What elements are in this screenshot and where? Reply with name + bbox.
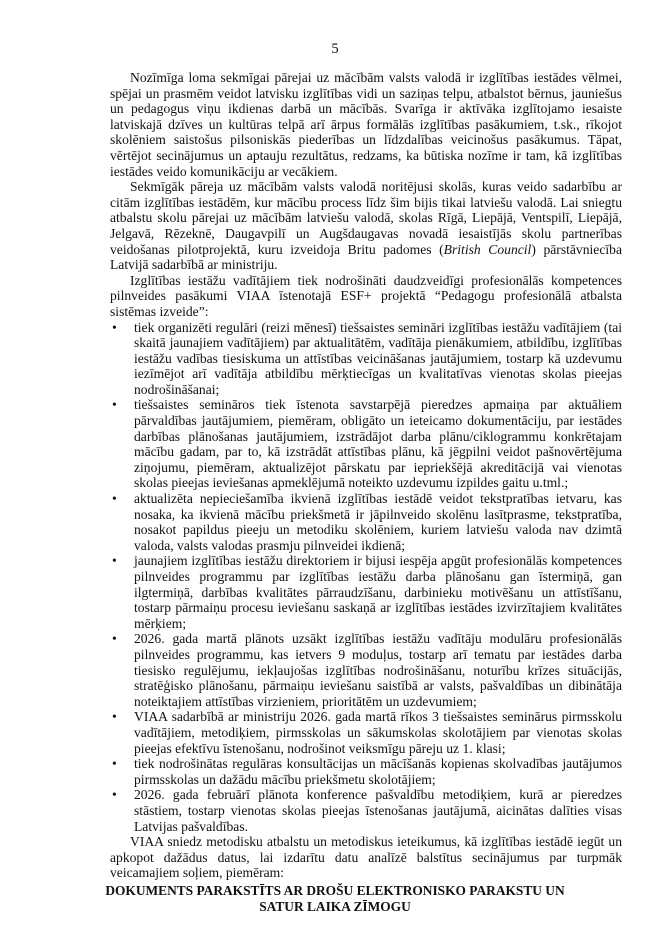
page-number: 5 bbox=[331, 41, 339, 57]
bullet-icon: • bbox=[112, 319, 117, 335]
british-council-italic: British Council bbox=[443, 241, 532, 257]
list-item-text: tiek organizēti regulāri (reizi mēnesī) tiešsaistes semināri izglītības iestāžu vadītājiem (tai skaitā jaunajiem vadītājiem) par aktualitātēm, vadītāja pienākumiem, atbildību, izglītības iestāžu vadības tiesiskuma un attīstības veicināšanas jautājumiem, tostarp kā uzdevumu iezīmējot arī vadītāja atbildību mērķtiecīgas un kvalitatīvas vienotas skolas pieejas nodrošināšanai; bbox=[134, 319, 622, 397]
bullet-icon: • bbox=[112, 756, 117, 772]
list-item-text: 2026. gada februārī plānota konference pašvaldību metodiķiem, kurā ar pieredzes stāstiem, tostarp vienotas skolas pieejas īstenošanas jautājumā, aicinātas dalīties visas Latvijas pašvaldības. bbox=[134, 787, 622, 834]
list-item bbox=[110, 709, 622, 756]
list-item-text: aktualizēta nepieciešamība ikvienā izglītības iestādē veidot tekstpratības ietvaru, kas nosaka, ka ikvienā mācību priekšmetā ir jāpilnveido skolēnu lasītprasme, tekstpratība, nosakot papildus pieeju un metodiku skolēniem, kuriem latviešu valoda nav dzimtā valoda, valsts valodas prasmju pilnveidei ikdienā; bbox=[134, 491, 622, 553]
bullet-icon: • bbox=[112, 631, 117, 647]
bullet-icon: • bbox=[112, 397, 117, 413]
list-item-text: 2026. gada martā plānots uzsākt izglītības iestāžu vadītāju modulāru profesionālās pilnveides programmu, kas ietvers 9 moduļus, tostarp arī tematu par iestādes darba tiesisko regulējumu, iekļaujošas izglītības nodrošināšanu, noturību krīzes situācijās, stratēģisko plānošanu, pārmaiņu ieviešanu saistībā ar valsts, pašvaldības un dibinātāja noteiktajiem attīstības virzieniem, prioritātēm un uzdevumiem; bbox=[134, 631, 622, 709]
paragraph-2 bbox=[110, 179, 622, 273]
signature-notice-line-1: DOKUMENTS PARAKSTĪTS AR DROŠU ELEKTRONISKO PARAKSTU UN bbox=[105, 883, 565, 898]
list-item bbox=[110, 553, 622, 631]
list-item bbox=[110, 756, 622, 787]
bullet-list bbox=[110, 320, 622, 835]
list-item-text: tiek nodrošinātas regulāras konsultācijas un mācīšanās kopienas skolvadības jautājumos pirmsskolas un dažādu mācību priekšmetu skolotājiem; bbox=[134, 756, 622, 787]
paragraph-2-part-a: Sekmīgāk pāreja uz mācībām valsts valodā noritējusi skolās, kuras veido sadarbību ar citām izglītības iestādēm, kur mācību process līdz šim bijis tikai latviešu valodā. Lai sniegtu atbalstu skolu pārejai uz mācībām latviešu valodā, skolas Rīgā, Liepājā, Ventspilī, Liepājā, Jelgavā, Rēzeknē, Daugavpilī un Augšdaugavas novadā iesaistījās skolu partnerības veidošanas pilotprojektā, kuru izveidoja Britu padomes ( bbox=[110, 179, 622, 257]
list-item bbox=[110, 491, 622, 553]
list-item bbox=[110, 631, 622, 709]
paragraph-4: VIAA sniedz metodisku atbalstu un metodiskus ieteikumus, kā izglītības iestādē iegūt un apkopot dažādus datus, lai izdarītu datu analīzē balstītus secinājumus par turpmāk veicamajiem soļiem, piemēram: bbox=[110, 834, 622, 881]
paragraph-1: Nozīmīga loma sekmīgai pārejai uz mācībām valsts valodā ir izglītības iestādes vēlmei, spējai un prasmēm veidot latvisku izglītības vidi un saziņas telpu, atbalstot bērnus, jauniešus un pedagogus viņu ikdienas darbā un mācībās. Svarīga ir aktīvāka izglītojamo iesaiste latviskajā dzīves un kultūras telpā arī ārpus formālās izglītības pasākumiem, t.sk., rīkojot skolēniem saistošus pilsoniskās piederības un līdzdalības veicinošus pasākumus. Tāpat, vērtējot secinājumus un aptauju rezultātus, redzams, ka būtiska nozīme ir tam, kā izglītības iestādes veido komunikāciju ar vecākiem. bbox=[110, 70, 622, 179]
list-item bbox=[110, 397, 622, 491]
list-item-text: jaunajiem izglītības iestāžu direktoriem ir bijusi iespēja apgūt profesionālās kompetences pilnveides programmu par izglītības iestāžu darba plānošanu gan īstermiņā, gan ilgtermiņā, darbības kvalitātes pārraudzīšanu, darbinieku motivēšanu un attīstīšanu, tostarp pārmaiņu procesu ieviešanu saskaņā ar izglītības iestādes izvirzītajiem kvalitātes mērķiem; bbox=[134, 553, 622, 631]
bullet-icon: • bbox=[112, 709, 117, 725]
list-item-text: tiešsaistes semināros tiek īstenota savstarpējā pieredzes apmaiņa par aktuāliem pārvaldības jautājumiem, piemēram, obligāto un ieteicamo dokumentāciju, par iestādes darbības plānošanas jautājumiem, izstrādājot darba plānu/ciklogrammu konkrētajam mācību gadam, par to, kā izstrādāt attīstības plānu, kā jēgpilni veidot pašnovērtējuma ziņojumu, piemēram, aktualizējot pārskatu par iepriekšējā akreditācijā vai vienotas skolas pieejas ieviešanas apmeklējumā noteikto uzdevumu izpildes gaitu u.tml.; bbox=[134, 397, 622, 491]
list-item-text: VIAA sadarbībā ar ministriju 2026. gada martā rīkos 3 tiešsaistes seminārus pirmsskolu vadītājiem, metodiķiem, pirmsskolas un sākumskolas skolotājiem par vienotas skolas pieejas efektīvu īstenošanu, nodrošinot veiksmīgu pāreju uz 1. klasi; bbox=[134, 709, 622, 756]
list-item bbox=[110, 787, 622, 834]
bullet-icon: • bbox=[112, 491, 117, 507]
list-item bbox=[110, 320, 622, 398]
signature-notice bbox=[0, 883, 670, 914]
signature-notice-line-2: SATUR LAIKA ZĪMOGU bbox=[259, 898, 411, 914]
document-body bbox=[110, 70, 622, 881]
bullet-icon: • bbox=[112, 553, 117, 569]
paragraph-2-part-b: ) pārstāvniecība Latvijā sadarbībā ar ministriju. bbox=[110, 241, 622, 273]
bullet-icon: • bbox=[112, 787, 117, 803]
paragraph-3: Izglītības iestāžu vadītājiem tiek nodrošināti daudzveidīgi profesionālās kompetences pilnveides pasākumi VIAA īstenotajā ESF+ projektā “Pedagogu profesionālā atbalsta sistēmas izveide”: bbox=[110, 272, 622, 319]
